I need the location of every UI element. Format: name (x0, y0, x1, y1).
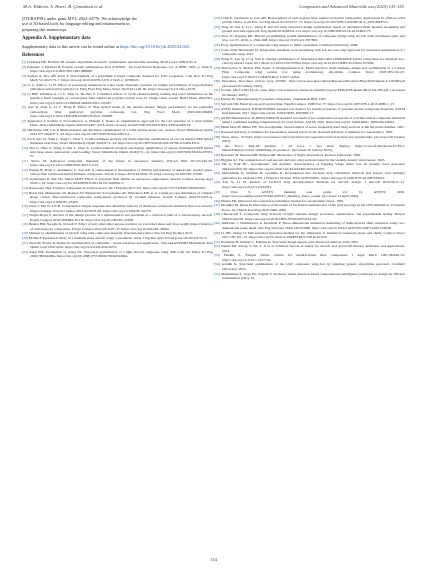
reference-item (22, 250, 213, 259)
reference-item (214, 244, 405, 253)
reference-text: Carbo SGP, Hernandez JS. Integrating automatic zone modelling with GA in a two-step approach for structural optimization of a composite wing, 2012. (220, 47, 406, 57)
reference-item (22, 204, 213, 213)
reference-item (22, 137, 213, 146)
reference-text: Chen J, Yan W, Lin B. Compressive fatigue response and reliability analysis of thermoset composite sandwich after low-velocity impact damage. Polym Compos 2021;42:5478–90. https://doi.org/10.1002/PC.26279. (28, 204, 214, 213)
reference-text: Zhou M, Fleury R, Kemp M. Optimization of composite - recent advances and application. 13th AIAA/ISSMO Multidiscip Anal Optim Conf 2010:2010. https://doi.org/10.2514/6.2010-9272. (28, 241, 213, 250)
reference-text: Shrivastava S, Mohite PM, Yadav T, Malagaudanavar A. Multi-objective multi-laminate design and optimization of a Carbon Fiber Composite wing torsion box using evolutionary algorithm. Compos Struct 2018;185:132–47. https://doi.org/10.1016/J.COMPSTRUCT.2017.10.041. (221, 66, 406, 79)
reference-number[interactable]: [40] (214, 152, 221, 157)
reference-text: Gandhi R. Structural optimization of the UAV composite wing-box by adapting generic algorithms approach. Cranfield University; 2015. (221, 262, 406, 271)
reference-number[interactable]: [26] (214, 43, 221, 48)
reference-number[interactable]: [49] (214, 221, 222, 226)
reference-item (22, 159, 213, 168)
reference-number[interactable]: [12] (22, 168, 30, 173)
left-column (22, 16, 213, 259)
reference-item (214, 66, 405, 79)
reference-number[interactable]: [25] (214, 34, 222, 39)
reference-text: Maria M. Advanced composite materials of the future in aerospace industry. INCAS Bull 2013;5:139–50. https://doi.org/10.13111/2066-8201.2013.5.3.14. (30, 159, 213, 168)
reference-item (22, 128, 213, 137)
reference-number[interactable]: [28] (214, 56, 222, 61)
reference-number[interactable]: [55] (214, 271, 222, 276)
reference-number[interactable]: [11] (22, 159, 32, 164)
reference-number[interactable]: [34] (214, 107, 221, 112)
reference-text: Li HM, Uthaman A, Li C, Xian G, Thomas S. Combined effects of cyclic-tained bending loading and water immersion on the interface shear strength of carbon/glass fiber reinforced polymer hybrid rods for bridge cable. Constr Build Mater 2024;391. https://doi.org/10.1016/J.CONBUILDMAT.2021.125587. (27, 92, 213, 105)
reference-text: Shabeer O. Optimization of aircraft wing with composite material. International J Innov Res Sci Eng Technol 2013. (28, 231, 193, 236)
reference-item (214, 34, 405, 43)
reference-number[interactable]: [10] (22, 145, 30, 150)
reference-text: Yang W, Yue Z, Li L, Wang P. Aircraft wing structural design optimization based on automated finite element modelling and ground structure approach. Eng Optim 2016;48:94–114. https://doi.org/10.1080/0305215X.2014.995175. (221, 25, 405, 34)
reference-text: Pucher M. Manufacturing of polymer composites. Chapman & Hall; 1997. (220, 97, 327, 102)
reference-item (22, 191, 213, 204)
reference-item (214, 162, 405, 171)
reference-item (214, 158, 405, 162)
reference-item (214, 57, 405, 66)
reference-number[interactable]: [2] (22, 64, 28, 69)
reference-number[interactable]: [32] (214, 97, 221, 102)
reference-number[interactable]: [51] (214, 239, 221, 244)
reference-text: Moffie F. Parametric study of a medium-sized aircraft wing: a parametric study. J Ing Res Appl WwwLjeraCom 2014;4:53–5. (28, 236, 208, 241)
reference-text: Kesarwani Shel. Polymer composites in aviation sector. Int J Eng Res 2017;V6. https://doi.org/10.17577/IJERTV6IS060291. (28, 186, 207, 191)
reference-text: Muhammad S, Gopi ES, Yogesh V. Rocketre wheel selection-based computational intelligence technique to design an efficient transmission policy for (221, 271, 406, 280)
reference-item (214, 79, 405, 88)
reference-item (22, 146, 213, 159)
reference-text: National Advisory Committee for Aeronautics. Annual report of the National Advisory Committee for Aeronautics; 1935. (220, 129, 394, 134)
reference-text: Xu P, Guo W, Yang L, Yang C, Zhou S. Crashworthiness analysis and multi-objective optimization of a novel metal/CFRP hybrid thickness structures. Struct Multidiscip Optim 2024;67:1–24. https://doi.org/10.1007/S00158-024-03780-Z/TABLES/9. (27, 136, 213, 145)
reference-item (214, 144, 405, 153)
reference-number[interactable]: [30] (214, 79, 222, 84)
running-header-journal: Composites and Advanced Materials xxx (2025) 141-155 (299, 4, 404, 9)
reference-number[interactable]: [43] (214, 171, 222, 176)
reference-text: Guo R, Xian G, Li C, Hong B. Effect of fiber hybrid mode on the tension–tension fatigue performance for the pultruded carbon/glass fiber reinforced polymer composite rod. Eng Fract Mech 2022;260:108208. https://doi.org/10.1016/J.ENGFRACMECH.2021.108208. (27, 105, 214, 118)
reference-item (214, 48, 405, 57)
reference-number[interactable]: [14] (22, 186, 29, 191)
reference-item (22, 213, 213, 222)
reference-item (22, 231, 213, 235)
reference-text: Belov DA, Mukarenko IV, Danaev AV, Babkin AV, Solopchenko AV, Yablokova MY, et al. Curing process simulation of complex shape carbon fiber-reinforced composite components produced by vacuum infusion. Polym Compos 2024;37:2255–9. https://doi.org/10.1002/PC.23403. (28, 191, 213, 204)
reference-number[interactable]: [23] (214, 16, 222, 20)
reference-text: Texas, Aksa - TUSAS. https://www.tusas.com/en/products/uav/operative-tactical-tactical-uav-system/anka. [Accessed 20 January 2025]. (220, 134, 405, 143)
reference-item (214, 212, 405, 221)
reference-text: Jakšiwiec J, Stanikiewicz A, Płuciński P. Three-dimensional numerical modelling of multi-layered shell structures using two-dimensional plane mesh. Adv Eng Software 2024;149:102848. https://doi.org/10.1016/J.ADVENGSOFT.2020.102848. (221, 221, 405, 230)
reference-text: Li C, Xian G, Li H. Effect of postcuring immersed in water under hydraulic pressure on fatigue performance of large-diameter pultruded carbon/glass hybrid rod. Fatig Fract Eng Mater Struct 2019;42:1148–60. https://doi.org/10.1111/ffe.12978. (27, 83, 214, 92)
reference-item (214, 199, 405, 203)
references-list-left (22, 60, 213, 258)
reference-text: Vyas S. ANSYS meshing user guide, vol. 12, ANSYS; 2010. https://www.academia.edu/2797440/ANSYS_Meshing_Users_Guide. [Accessed 14 April 2026]. (222, 189, 405, 198)
reference-number[interactable]: [52] (214, 244, 222, 249)
reference-text: Fan Y, Li W. Review of far-field drag decomposition methods for aircraft design. J Aircraft 2019;56:11–21. https://doi.org/10.2514/1.C034781. (222, 180, 405, 189)
reference-number[interactable]: [54] (214, 262, 222, 267)
reference-item (214, 97, 405, 101)
acknowledgment-line: (ITUBAP58), under grant MYL-2022-43776. We acknowledge the (22, 16, 138, 21)
reference-number[interactable]: [50] (214, 230, 222, 235)
reference-item (214, 190, 405, 199)
reference-item (22, 60, 213, 64)
reference-number[interactable]: [15] (22, 191, 29, 196)
appendix-text: Supplementary data to this article can be found online at (22, 44, 121, 50)
reference-text: Higgins GJ. The comparison of well-known and new wing sections tested in the variable density wind tunnel. 1925. (220, 157, 386, 162)
reference-item (214, 43, 405, 47)
reference-item (22, 241, 213, 250)
reference-number[interactable]: [35] (214, 116, 221, 121)
reference-number[interactable]: [37] (214, 129, 221, 134)
reference-number[interactable]: [19] (22, 231, 29, 236)
right-column (214, 16, 405, 281)
reference-text: Hu G, Park HC. Aerodynamic and dynamic characteristics of flapping wings under low air density. Acta Astronaut 2024;222:650–66. https://doi.org/10.1016/J.ACTAASTRO.2024.04.035. (222, 162, 406, 171)
reference-number[interactable]: [4] (22, 83, 28, 88)
reference-item (214, 135, 405, 144)
reference-number[interactable]: [5] (22, 92, 28, 97)
reference-item (214, 116, 405, 125)
reference-number[interactable]: [7] (22, 118, 28, 123)
reference-item (214, 221, 405, 230)
reference-text: Musil Max M, Miller FH. The aerodynamic characteristics of seven frequently used wing sections at full Reynolds number. 1927. (220, 125, 405, 130)
reference-item (214, 203, 405, 212)
appendix-paragraph (22, 44, 213, 49)
reference-text: Jayakrishna K, Rai VK, Sultan MTH. Effect of polyester fiber lamina on aerospace components. Sustain Compos Aerosp Appl 2018:1–18. https://doi.org/10.1016/B978-0-08-102131-6.00001-3. (29, 177, 213, 186)
reference-number[interactable]: [39] (214, 143, 225, 148)
reference-number[interactable]: [46] (214, 198, 221, 203)
reference-number[interactable]: [38] (214, 134, 221, 139)
reference-text: ASTM International. D3039/D3039M standard test method for tensile properties of polymer matrix composite materials. ASTM International; 2017. https://doi.org/10.1520/D3039_D3039M-17. (220, 107, 405, 116)
reference-number[interactable]: [3] (22, 73, 28, 78)
reference-item (22, 74, 213, 83)
running-header-authors: M.A. Yildirim, A. Haeri, B. Çimenkunt et al. (23, 4, 104, 9)
reference-number[interactable]: [36] (214, 125, 221, 130)
reference-text: Wang Z, Luo Q, Li Q, Sun G. Design optimization of bioinspired helicoidal CFRP/GFRP hybrid composites for multiple low-velocity impact loads. Int J Mech Sci 2022;219:107064. https://doi.org/10.1016/J.IJMECSCI.2022.107064. (221, 56, 405, 66)
reference-item (214, 272, 405, 281)
reference-text: Matsushima K, Shimizu R, Goshima K. Investigation into far-field drag calculation methods and pseudo total enthalpy generation for airplane CFD. J Fluid Sci Technol 2019;14:JFST0021. https://doi.org/10.1299/JFST.2019JFST0021. (221, 171, 406, 180)
reference-number[interactable]: [33] (214, 102, 221, 107)
reference-text: Li DH, Zhang JJ. Full extended layerwise method for the simulation of laminated composite plates and shells. Compos Struct 2017;187:101–13. https://doi.org/10.1016/J.COMPSTRUCT.2016.10.025. (221, 230, 406, 239)
reference-number[interactable]: [47] (214, 203, 221, 208)
reference-text: Sezkan A, Ince AB, Polat Y. Development of a polyamide 6-based composite material for UAV propellers. Conf Proc Sci Eng Mech Sci 2023:73–7. https://doi.org/10.1016/978-3-031-17445-2_10790625. (27, 73, 213, 83)
reference-number[interactable]: [22] (22, 250, 30, 255)
reference-item (214, 16, 405, 25)
reference-text: Hashin Z. Fatigue failure criteria for unidirectional fiber composites. J Appl Mech 1981;48:846–52. https://doi.org/10.1115/1.3157744. (222, 253, 405, 262)
reference-text: ASTM International. In-D6641/D6641M standard test method for compressive properties of polymer matrix composite materials using a combined loading compression (CLC) test fixture. ASTM; 2023. https://doi.org/10.1520/D6641_D6641M-16E02. (220, 116, 405, 125)
reference-text: Celik E, Sacmaozu G, Irez AB. Development of carbon-glass fiber reinforced hybrid composites: applications in offshore wind turbine blades. Conf Proc Sci Eng Mech Sci 2022:57–72. https://doi.org/10.1007/978-3-030-86741-4_4/FIGURES/3. (221, 16, 405, 25)
reference-number[interactable]: [6] (22, 105, 28, 110)
reference-number[interactable]: [41] (214, 157, 221, 162)
reference-number[interactable]: [17] (22, 213, 29, 218)
reference-text: Hermanns SM, Liu P. Multi-material and thickness optimization of a wind turbine blade root section. Struct Multidiscip Optim 2024 677 2024;67:1–24. https://doi.org/10.1007/S00158-024-03812-2. (27, 127, 213, 136)
reference-item (214, 25, 405, 34)
reference-text: Zhu G, Zhao Z, Wang Z, Wei L, Zhao X. Crashworthiness analysis and design optimization of square aluminum/CFRP hybrid structures under quasi-static axial loading. Struct Multidiscip Optim 2024;67:1–14. https://doi.org/10.1007/S00158-024-03783-W. (29, 145, 213, 159)
reference-text: Khaldkar M, Desai D. Importance of the extent of far-field boundaries and of the grid topology in the CFD simulation of external flows. Int J Mech Prod Eng 2016:2000–2006. (220, 203, 405, 212)
reference-number[interactable]: [45] (214, 189, 231, 194)
reference-item (22, 119, 213, 128)
reference-text: Ergene B, Bolat Ç, Karakılınç U, Irez AB. A comprehensive investigation of drilling performance of anisotropic stacked glass-carbon fiber reinforced hybrid laminate composites. Polym Compos 2023;44:2656–70. https://doi.org/10.1002/PC.27268. (29, 168, 213, 177)
reference-number[interactable]: [13] (22, 177, 30, 182)
reference-text: DowAksa. DowAksa carbon wrap UD300. https://www.dowaksa.com/en/ResourcesProducts/Files/2020/AksaCA-UD300.pdf [Accessed 20 January 2025]. (221, 79, 406, 88)
reference-item (214, 253, 405, 262)
reference-text: Chiavarossi T. Composite wing structure of light airplane design: processes, optimization, and experimental testing. Helyon 2023;9:e22193. https://doi.org/10.1016/J.HELIYON.2023.E22193. (221, 212, 405, 221)
references-heading: References (22, 52, 45, 58)
appendix-heading: Appendix A. Supplementary data (22, 36, 91, 42)
reference-item (214, 153, 405, 157)
reference-text: Kennedy J, Eberhart R. Particle swarm optimization. Proc ICNN'95 - Int Conf Neural Networks, vol. 4, IEEE; 1995, p. 1942–8. https://doi.org/10.1109/ICNN.1995.488968. (27, 64, 213, 74)
reference-item (214, 171, 405, 180)
reference-number[interactable]: [9] (22, 136, 28, 141)
reference-text: Behara BM, Saroglu K, Kavadt V. Effect of poly ether ether ketone particles on v-notched shear and drop weight impact behavior of carbon/epoxy composites. Polym Compos 2022;43:3129–37. https://doi.org/10.1002/PC.26632. (28, 222, 213, 231)
reference-item (214, 107, 405, 116)
reference-text: Daniel IM, Zhang S, Wu Z. Ji et al. Ultimate factors of safety for aircraft and spacecraft-history, definition and applications. 2014. (221, 244, 405, 253)
reference-item (22, 236, 213, 240)
reference-text: Zhao W, Kapania RK. Bilevel programming weight minimization of composite flying-wing aircraft with curvilinear spars and ribs, vol. 57, 2019, p. 2594–608. https://doi.org/10.2514/1.J057892. (221, 34, 406, 43)
reference-item (214, 130, 405, 134)
reference-item (22, 65, 213, 74)
reference-number[interactable]: [44] (214, 180, 223, 185)
reference-item (22, 177, 213, 186)
reference-text: Vargas-Rojas E. Review of the design process of a representative test specimen of a structural joint of a carbon-epoxy aircraft. Polym Compos 2019;40:E884–E1130. https://doi.org/10.1002/PC.25036. (29, 213, 213, 222)
reference-item (22, 222, 213, 231)
reference-number[interactable]: [8] (22, 127, 28, 132)
reference-item (214, 125, 405, 129)
reference-item (22, 186, 213, 190)
reference-text: Evonik. MGS L385 Epoxy resin. https://www.hexion.com/en-us/chemistry/epoxy/EPIKOTE-Resin-MGS-LR-285.pdf. [Accessed 20 January 2025]. (220, 88, 405, 97)
reference-number[interactable]: [1] (22, 60, 28, 65)
reference-item (214, 180, 405, 189)
reference-item (214, 231, 405, 240)
reference-item (22, 83, 213, 92)
reference-number[interactable]: [18] (22, 222, 29, 227)
reference-number[interactable]: [21] (22, 241, 29, 246)
reference-item (22, 92, 213, 105)
acknowledgment-text (22, 16, 213, 32)
acknowledgment-line: use of AI-based tools for language editing and enhancement in (22, 21, 130, 27)
reference-text: Saltvedt DR. Hand lay-up and bag molding. Handb Compos 1998:552–77. https://doi.org/10.1007/978-1-4615-6389-1_27. (220, 102, 396, 107)
reference-number[interactable]: [20] (22, 236, 29, 241)
reference-number[interactable]: [16] (22, 204, 29, 209)
reference-text: Aung PM, Taramizhan G, Aung NL. Structural optimization of a light aircraft composite wing. IOP Conf Ser Mater Sci Eng 2020;780:044094. https://doi.org/10.1088/1757-899X/780/4/044094. (29, 250, 213, 259)
reference-item (214, 88, 405, 97)
reference-item (214, 262, 405, 271)
reference-item (214, 102, 405, 106)
reference-item (22, 105, 213, 118)
reference-number[interactable]: [29] (214, 66, 222, 71)
reference-number[interactable]: [24] (214, 25, 222, 30)
reference-text: Air Force. MQ-1B predator > air force > fact sheet display. https://www.af.mil/About-Us/Fact-Sheets/Display/Article/104469/mq-1b-predator/. [Accessed 20 January 2025]. (222, 143, 405, 152)
reference-item (214, 240, 405, 244)
reference-number[interactable]: [27] (214, 47, 221, 52)
references-list-right (214, 16, 405, 280)
reference-text: Kerensky M, Barnard RH, Philpot DR. Mechanics of flight. eleventh ed. Pearson Education; 1999. (220, 152, 361, 157)
reference-number[interactable]: [31] (214, 88, 221, 93)
reference-number[interactable]: [53] (214, 253, 225, 258)
reference-text: Kuznetsov I, Kozhin V, Novoskhonov A, Ekikem T, Nenov A. Optimization approach for the root structure of a wind turbine blade. Struct Multidiscip Optim 2020;62:2497–2516. https://doi.org/10.1007/S00158-024-03612-2/FIGURES/16. (27, 118, 213, 127)
reference-number[interactable]: [48] (214, 212, 222, 217)
reference-number[interactable]: [42] (214, 162, 223, 167)
reference-text: Goldberg DE, Holland JH. Genetic algorithms in search, optimization, and machine learning. Mach Learn 1989;3:95–9. (27, 60, 198, 65)
reference-text: Menter FR. Improved two-equation k-turbulence models for aerodynamic flows. 1992. (220, 198, 345, 203)
reference-text: Fu Q. Optimization of a composite wing subject to multi constraints. Cranfield University; 2008. (220, 43, 359, 48)
reference-item (22, 168, 213, 177)
reference-text: Neubauer H, Gimber C, Fuhlhus K. Structural design aspects and criteria for military UAV. 2007. (220, 239, 360, 244)
page-number: 154 (210, 557, 217, 562)
supplementary-data-link[interactable]: https://doi.org/10.1016/j.dt.2025.02.020. (120, 44, 190, 50)
acknowledgment-line: preparing this manuscript. (22, 26, 67, 32)
